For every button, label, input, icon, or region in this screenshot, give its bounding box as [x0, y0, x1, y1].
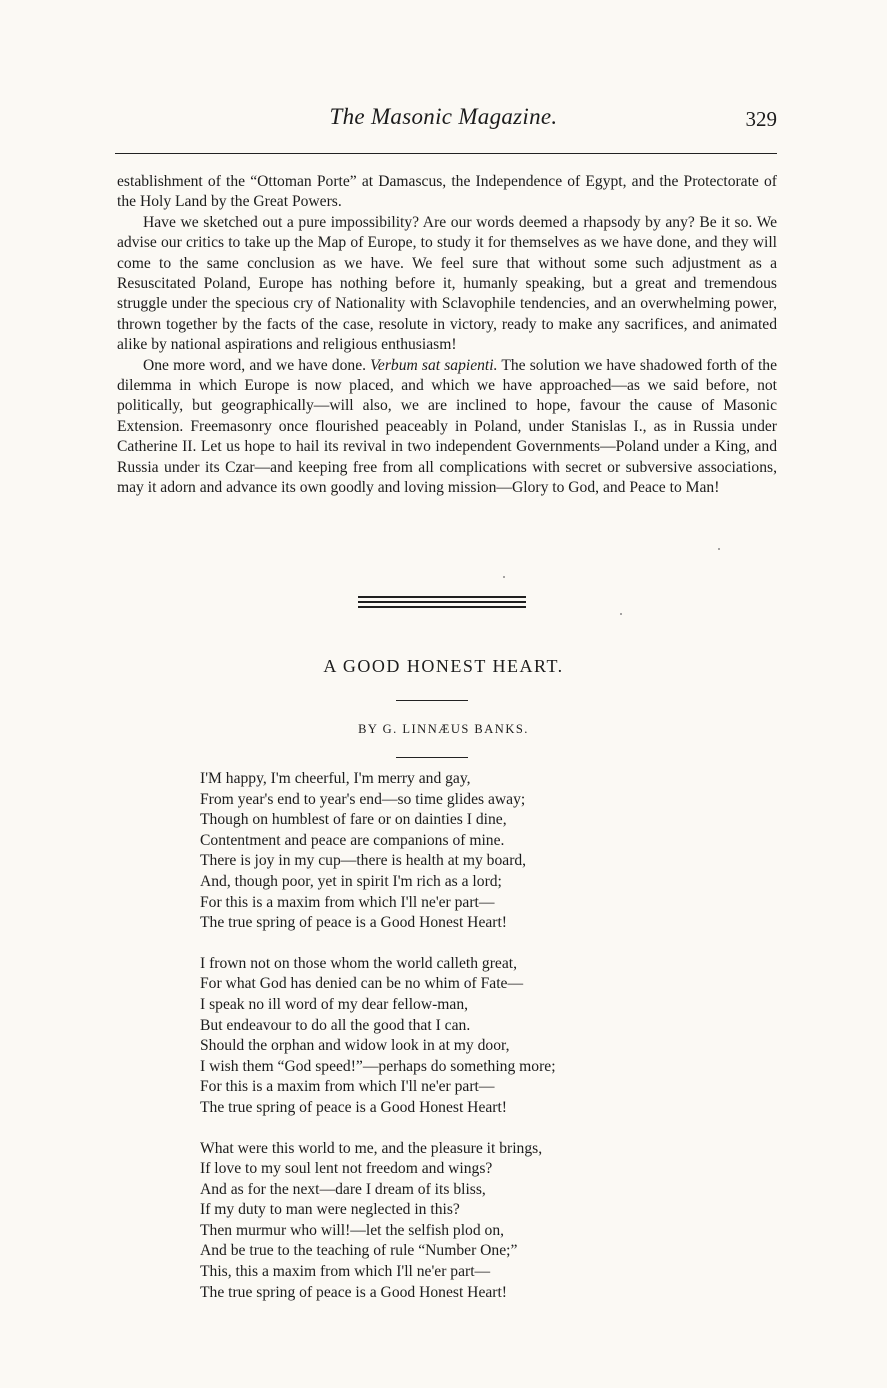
paragraph: establishment of the “Ottoman Porte” at Damascus, the Independence of Egypt, and the Protectorate of the Holy Land by the Great Powers.	[117, 173, 777, 211]
poem-line: Should the orphan and widow look in at my door,	[200, 1037, 510, 1055]
poem-line: What were this world to me, and the pleasure it brings,	[200, 1139, 543, 1157]
poem-line: This, this a maxim from which I'll ne'er part—	[200, 1263, 491, 1281]
section-divider	[358, 596, 526, 611]
latin-phrase: Verbum sat sapienti.	[370, 356, 498, 374]
page-number: 329	[745, 107, 777, 131]
poem-line: For what God has denied can be no whim of Fate—	[200, 975, 524, 993]
poem-line: Then murmur who will!—let the selfish plod on,	[200, 1221, 505, 1239]
poem-line: I wish them “God speed!”—perhaps do something more;	[200, 1057, 556, 1075]
poem-byline: BY G. LINNÆUS BANKS.	[358, 722, 529, 736]
poem-line: And as for the next—dare I dream of its bliss,	[200, 1180, 486, 1198]
paper-speck	[620, 613, 622, 615]
paper-speck	[503, 576, 505, 578]
poem-line: I speak no ill word of my dear fellow-man,	[200, 995, 469, 1013]
stanza	[200, 954, 760, 1119]
paragraph-text: One more word, and we have done.	[143, 356, 371, 374]
poem-line: For this is a maxim from which I'll ne'er part—	[200, 1078, 495, 1096]
title-rule	[396, 700, 468, 701]
poem-line: There is joy in my cup—there is health at my board,	[200, 852, 527, 870]
paper-speck	[718, 548, 720, 550]
stanza	[200, 769, 760, 934]
poem-line: The true spring of peace is a Good Honest Heart!	[200, 914, 508, 932]
poem-line: The true spring of peace is a Good Honest Heart!	[200, 1283, 508, 1301]
poem-line: But endeavour to do all the good that I can.	[200, 1016, 471, 1034]
poem-body	[200, 769, 760, 1323]
paragraph-text: The solution we have shadowed forth of the dilemma in which Europe is now placed, and which we have approached—as we said before, not politically, but geographically—will also, we are inclined to hope, favour the cause of Masonic Extension. Freemasonry once flourished peaceably in Poland, under Stanislas I., as in Russia under Catherine II. Let us hope to hail its revival in two independent Governments—Poland under a King, and Russia under its Czar—and keeping free from all complications with secret or subversive associations, may it adorn and advance its own goodly and loving mission—Glory to God, and Peace to Man!	[117, 356, 777, 497]
poem-line: The true spring of peace is a Good Honest Heart!	[200, 1098, 508, 1116]
byline-rule	[396, 757, 468, 758]
header-rule	[115, 153, 777, 154]
magazine-title: The Masonic Magazine.	[329, 104, 558, 129]
stanza	[200, 1139, 760, 1304]
poem-title: A GOOD HONEST HEART.	[323, 656, 564, 676]
poem-line: If love to my soul lent not freedom and wings?	[200, 1160, 493, 1178]
poem-line: From year's end to year's end—so time glides away;	[200, 790, 526, 808]
poem-line: I'M happy, I'm cheerful, I'm merry and gay,	[200, 770, 471, 787]
poem-line: For this is a maxim from which I'll ne'er part—	[200, 893, 495, 911]
paragraph	[117, 356, 777, 499]
paragraph: Have we sketched out a pure impossibility? Are our words deemed a rhapsody by any? Be it so. We advise our critics to take up the Map of Europe, to study it for themselves as we have done, and they will come to the same conclusion as we have. We feel sure that without some such adjustment as a Resuscitated Poland, Europe has nothing before it, humanly speaking, but a great and tremendous struggle under the specious cry of Nationality with Sclavophile tendencies, and an overwhelming power, thrown together by the facts of the case, resolute in victory, ready to make any sacrifices, and animated alike by national aspirations and religious enthusiasm!	[117, 213, 777, 354]
poem-line: If my duty to man were neglected in this?	[200, 1201, 460, 1219]
poem-line: Though on humblest of fare or on dainties I dine,	[200, 811, 507, 829]
poem-line: And be true to the teaching of rule “Number One;”	[200, 1242, 518, 1260]
poem-line: Contentment and peace are companions of mine.	[200, 831, 505, 849]
article-continuation	[117, 172, 777, 499]
poem-line: I frown not on those whom the world calleth great,	[200, 954, 517, 972]
poem-line: And, though poor, yet in spirit I'm rich as a lord;	[200, 872, 502, 890]
